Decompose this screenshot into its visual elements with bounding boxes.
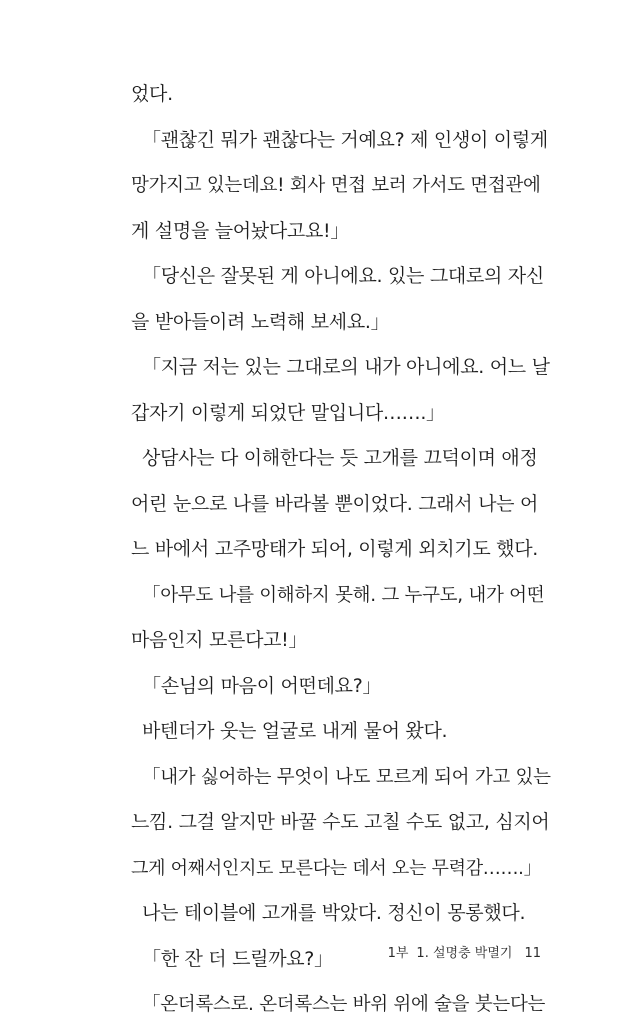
text-line: 어린 눈으로 나를 바라볼 뿐이었다. 그래서 나는 어 xyxy=(131,492,538,515)
running-footer xyxy=(388,942,541,961)
footer-chapter-title: 1. 설명충 박멸기 xyxy=(416,946,513,961)
text-line: 망가지고 있는데요! 회사 면접 보러 가서도 면접관에 xyxy=(131,175,541,196)
page-number: 11 xyxy=(524,946,541,961)
text-line: 그게 어째서인지도 모른다는 데서 오는 무력감…….」 xyxy=(131,857,542,879)
text-line: 「손님의 마음이 어떤데요?」 xyxy=(142,674,382,697)
text-line: 나는 테이블에 고개를 박았다. 정신이 몽롱했다. xyxy=(142,902,526,924)
text-line: 느낌. 그걸 알지만 바꿀 수도 고칠 수도 없고, 심지어 xyxy=(131,811,550,833)
text-line: 상담사는 다 이해한다는 듯 고개를 끄덕이며 애정 xyxy=(142,447,538,469)
text-line: 마음인지 모른다고!」 xyxy=(131,629,308,651)
text-line: 갑자기 이렇게 되었단 말입니다…….」 xyxy=(131,401,445,424)
text-line: 느 바에서 고주망태가 되어, 이렇게 외치기도 했다. xyxy=(131,538,538,560)
text-line: 「아무도 나를 이해하지 못해. 그 누구도, 내가 어떤 xyxy=(142,584,545,606)
text-line: 「내가 싫어하는 무엇이 나도 모르게 되어 가고 있는 xyxy=(142,766,551,788)
footer-part: 1부 xyxy=(387,946,409,961)
text-line: 「당신은 잘못된 게 아니에요. 있는 그대로의 자신 xyxy=(142,265,544,287)
text-line: 을 받아들이려 노력해 보세요.」 xyxy=(131,310,390,333)
text-line: 「온더록스로. 온더록스는 바위 위에 술을 붓는다는 xyxy=(142,994,546,1015)
text-line: 바텐더가 웃는 얼굴로 내게 물어 왔다. xyxy=(142,720,448,742)
text-line: 「괜찮긴 뭐가 괜찮다는 거예요? 제 인생이 이렇게 xyxy=(142,128,548,151)
text-line: 「지금 저는 있는 그대로의 내가 아니에요. 어느 날 xyxy=(142,356,550,378)
body-text xyxy=(131,72,551,1028)
text-line: 게 설명을 늘어놨다고요!」 xyxy=(131,219,350,242)
text-line: 「한 잔 더 드릴까요?」 xyxy=(142,947,333,970)
text-line: 었다. xyxy=(131,83,173,105)
